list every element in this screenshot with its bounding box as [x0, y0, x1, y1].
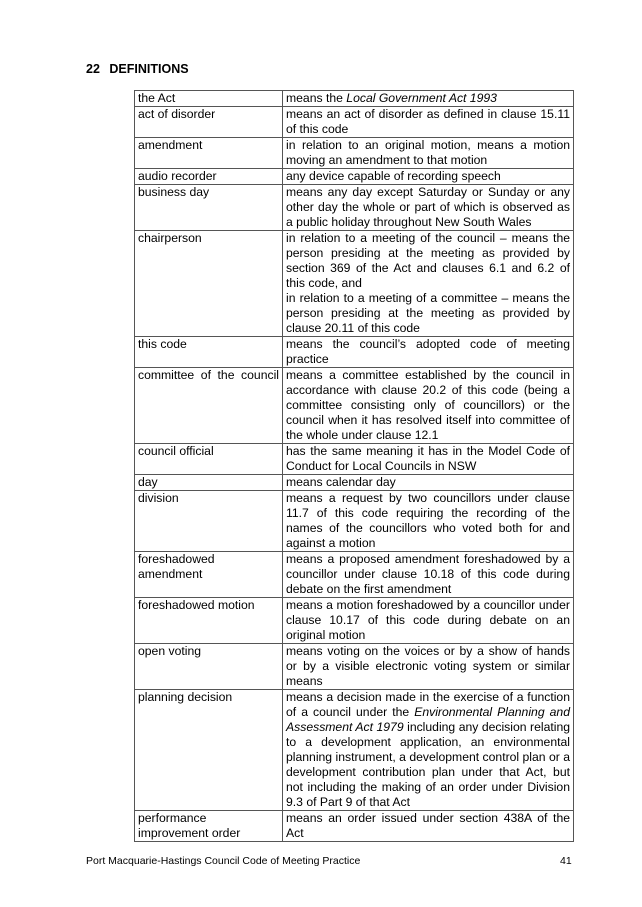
definition-text	[283, 690, 574, 811]
definition-term: open voting	[135, 644, 283, 690]
definition-text-segment: means a decision made in the exercise of a function of a council under the	[286, 690, 570, 719]
definition-text-segment: means an order issued under section 438A of the Act	[286, 811, 570, 840]
definition-text-italic: Environmental Planning and Assessment Act 1979	[286, 705, 570, 734]
footer-page-number: 41	[560, 855, 572, 867]
definition-text-segment: means the	[286, 91, 347, 105]
definition-row	[135, 169, 574, 185]
definition-text-segment: any device capable of recording speech	[286, 169, 501, 183]
footer-document-title: Port Macquarie-Hastings Council Code of Meeting Practice	[86, 855, 361, 867]
definition-text-segment: means a motion foreshadowed by a councillor under clause 10.17 of this code during debate on an original motion	[286, 598, 570, 642]
definition-term: the Act	[135, 91, 283, 107]
definition-term: act of disorder	[135, 107, 283, 138]
definition-term: foreshadowed motion	[135, 598, 283, 644]
definition-text-italic: Local Government Act 1993	[346, 91, 497, 105]
definition-row	[135, 598, 574, 644]
definition-text-segment: including any decision relating to a development application, an environmental planning instrument, a development control plan or a development contribution plan under that Act, but not including the making of an order under Division 9.3 of Part 9 of that Act	[286, 720, 570, 809]
definition-text	[283, 169, 574, 185]
definition-text	[283, 491, 574, 552]
definition-row	[135, 690, 574, 811]
definition-text-segment: has the same meaning it has in the Model Code of Conduct for Local Councils in NSW	[286, 444, 570, 473]
definition-row	[135, 337, 574, 368]
definitions-table	[134, 90, 574, 842]
definition-row	[135, 552, 574, 598]
definition-row	[135, 811, 574, 842]
definition-text-segment: in relation to a meeting of a committee – means the person presiding at the meeting as provided by clause 20.11 of this code	[286, 291, 570, 335]
definition-text-segment: means the council’s adopted code of meeting practice	[286, 337, 570, 366]
definition-term: business day	[135, 185, 283, 231]
definition-term: planning decision	[135, 690, 283, 811]
definition-row	[135, 138, 574, 169]
definition-text-segment: in relation to a meeting of the council – means the person presiding at the meeting as provided by section 369 of the Act and clauses 6.1 and 6.2 of this code, and	[286, 231, 570, 290]
definition-text	[283, 444, 574, 475]
definition-text	[283, 138, 574, 169]
definition-text-segment: means calendar day	[286, 475, 396, 489]
definition-row	[135, 231, 574, 337]
definition-term: this code	[135, 337, 283, 368]
definition-text-segment: means any day except Saturday or Sunday or any other day the whole or part of which is observed as a public holiday throughout New South Wales	[286, 185, 570, 229]
definition-term: council official	[135, 444, 283, 475]
definition-term: performance improvement order	[135, 811, 283, 842]
definition-row	[135, 368, 574, 444]
definition-text-segment: means voting on the voices or by a show of hands or by a visible electronic voting system or similar means	[286, 644, 570, 688]
definition-text-segment: means a committee established by the council in accordance with clause 20.2 of this code (being a committee consisting only of councillors) or the council when it has resolved itself into committee of the whole under clause 12.1	[286, 368, 570, 442]
definition-text	[283, 337, 574, 368]
definition-term: chairperson	[135, 231, 283, 337]
definition-term: day	[135, 475, 283, 491]
definition-text-segment: in relation to an original motion, means a motion moving an amendment to that motion	[286, 138, 570, 167]
definition-text	[283, 644, 574, 690]
definitions-table-body	[135, 91, 574, 842]
definition-row	[135, 107, 574, 138]
definition-row	[135, 185, 574, 231]
definition-row	[135, 444, 574, 475]
definition-row	[135, 475, 574, 491]
definition-text	[283, 475, 574, 491]
definition-text-segment: means a request by two councillors under clause 11.7 of this code requiring the recording of the names of the councillors who voted both for and against a motion	[286, 491, 570, 550]
definition-term: division	[135, 491, 283, 552]
definition-row	[135, 91, 574, 107]
definition-text-segment: means an act of disorder as defined in clause 15.11 of this code	[286, 107, 570, 136]
definition-text-segment: means a proposed amendment foreshadowed by a councillor under clause 10.18 of this code during debate on the first amendment	[286, 552, 570, 596]
definition-text	[283, 231, 574, 337]
definition-text	[283, 811, 574, 842]
definition-row	[135, 491, 574, 552]
definition-text	[283, 598, 574, 644]
definition-text	[283, 552, 574, 598]
definition-term: audio recorder	[135, 169, 283, 185]
section-title: DEFINITIONS	[109, 62, 189, 76]
definition-text	[283, 107, 574, 138]
definition-row	[135, 644, 574, 690]
section-heading	[86, 62, 189, 76]
definition-term: foreshadowed amendment	[135, 552, 283, 598]
definition-term: committee of the council	[135, 368, 283, 444]
definition-text	[283, 368, 574, 444]
definition-text	[283, 185, 574, 231]
section-number: 22	[86, 62, 100, 76]
definition-text	[283, 91, 574, 107]
definition-term: amendment	[135, 138, 283, 169]
